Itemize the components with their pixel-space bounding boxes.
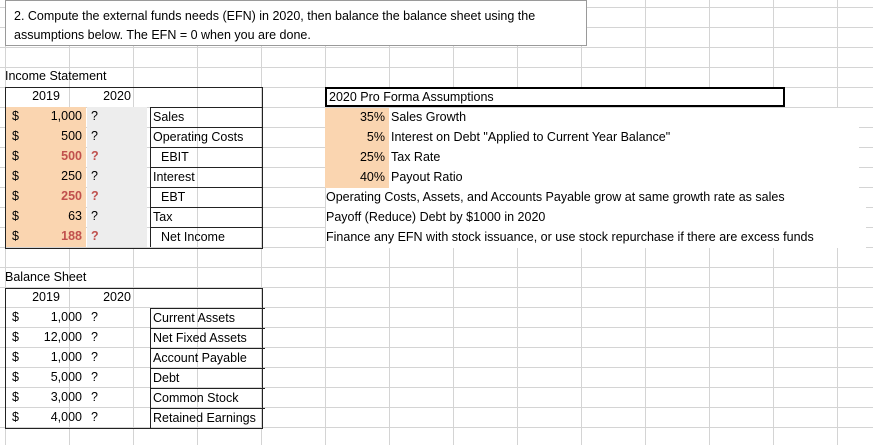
is-row-label[interactable]: Net Income [150,227,263,247]
bs-value-2019[interactable]: 12,000 [43,330,82,344]
assumption-label: Sales Growth [389,108,859,128]
bs-value-2019[interactable]: 1,000 [50,350,82,364]
bs-row-label[interactable]: Common Stock [150,388,265,408]
assumptions-title[interactable]: 2020 Pro Forma Assumptions [325,87,785,107]
assumption-note: Payoff (Reduce) Debt by $1000 in 2020 [326,208,866,228]
question-line-1: 2. Compute the external funds needs (EFN) in 2020, then balance the balance sheet using the [14,9,536,23]
is-value-2019[interactable]: 500 [32,147,86,167]
is-value-2019[interactable]: 188 [32,227,86,247]
currency-symbol: $ [6,187,36,207]
is-value-2019[interactable]: 500 [32,127,86,147]
is-value-2020[interactable]: ? [87,207,147,227]
is-value-2020[interactable]: ? [87,107,147,127]
bs-value-2019[interactable]: 5,000 [50,370,82,384]
income-statement-title: Income Statement [5,69,107,83]
bs-value-2020[interactable]: ? [91,390,98,404]
assumption-value[interactable]: 5% [325,128,389,148]
bs-value-2020[interactable]: ? [91,370,98,384]
assumption-label: Tax Rate [389,148,859,168]
question-line-2: assumptions below. The EFN = 0 when you are done. [14,28,311,42]
bs-value-2019[interactable]: 4,000 [50,410,82,424]
is-value-2019[interactable]: 1,000 [32,107,86,127]
bs-year-2019[interactable]: 2019 [32,290,60,304]
currency-symbol: $ [6,207,36,227]
currency-symbol: $ [6,127,36,147]
is-year-2020[interactable]: 2020 [103,89,131,103]
is-value-2020[interactable]: ? [87,187,147,207]
bs-value-2020[interactable]: ? [91,310,98,324]
bs-row-label[interactable]: Account Payable [150,348,265,368]
currency-symbol: $ [12,350,19,364]
bs-value-2020[interactable]: ? [91,350,98,364]
currency-symbol: $ [6,147,36,167]
bs-row-label[interactable]: Retained Earnings [150,408,265,428]
bs-value-2020[interactable]: ? [91,330,98,344]
is-row-label[interactable]: Operating Costs [150,127,263,147]
bs-value-2020[interactable]: ? [91,410,98,424]
bs-year-2020[interactable]: 2020 [103,290,131,304]
bs-row-label[interactable]: Net Fixed Assets [150,328,265,348]
bs-row-label[interactable]: Debt [150,368,265,388]
currency-symbol: $ [12,310,19,324]
is-value-2019[interactable]: 250 [32,187,86,207]
currency-symbol: $ [12,390,19,404]
question-box [5,0,587,46]
is-row-label[interactable]: EBIT [150,147,263,167]
currency-symbol: $ [12,330,19,344]
is-row-label[interactable]: Sales [150,107,263,127]
bs-row-label[interactable]: Current Assets [150,308,265,328]
is-value-2019[interactable]: 63 [32,207,86,227]
is-year-2019[interactable]: 2019 [32,89,60,103]
currency-symbol: $ [12,370,19,384]
currency-symbol: $ [6,227,36,247]
bs-value-2019[interactable]: 1,000 [50,310,82,324]
is-value-2020[interactable]: ? [87,147,147,167]
is-value-2020[interactable]: ? [87,167,147,187]
assumption-value[interactable]: 25% [325,148,389,168]
is-row-label[interactable]: Interest [150,167,263,187]
is-value-2019[interactable]: 250 [32,167,86,187]
assumption-label: Interest on Debt "Applied to Current Year Balance" [389,128,859,148]
assumption-note: Finance any EFN with stock issuance, or use stock repurchase if there are excess funds [326,228,866,248]
assumption-value[interactable]: 35% [325,108,389,128]
assumption-label: Payout Ratio [389,168,859,188]
is-row-label[interactable]: Tax [150,207,263,227]
is-value-2020[interactable]: ? [87,227,147,247]
currency-symbol: $ [6,107,36,127]
assumption-note: Operating Costs, Assets, and Accounts Payable grow at same growth rate as sales [326,188,866,208]
balance-sheet-title: Balance Sheet [5,270,87,284]
is-row-label[interactable]: EBT [150,187,263,207]
assumption-value[interactable]: 40% [325,168,389,188]
bs-value-2019[interactable]: 3,000 [50,390,82,404]
currency-symbol: $ [12,410,19,424]
is-value-2020[interactable]: ? [87,127,147,147]
currency-symbol: $ [6,167,36,187]
